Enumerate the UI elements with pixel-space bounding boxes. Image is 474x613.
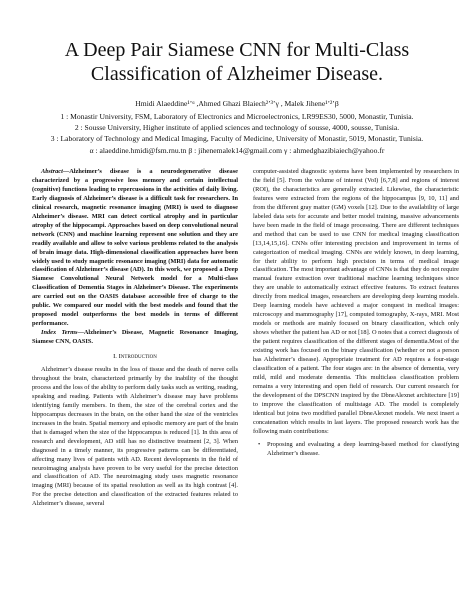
contribution-item: • Proposing and evaluating a deep learning-based method for classifying Alzheimer’s disease.: [267, 441, 459, 459]
section-heading-introduction: I. Introduction: [113, 353, 157, 361]
affiliation-2: 2 : Sousse University, Higher institute of applied sciences and technology of sousse, 4000, sousse, Tunisia.: [74, 123, 400, 133]
abstract-text: —Alzheimer’s disease is a neurodegenerative disease characterized by a progressive loss memory and certain intellectual (cognitive) functions leading to repercussions in the activities of daily living. Early diagnosis of Alzheimer’s disease is a difficult task for researchers. In clinical research, magnetic resonance imaging (MRI) is used to diagnose Alzheimer’s disease. MRI can detect cortical atrophy and in particular atrophy of the hippocampi. Approaches based on deep convolutional neural network (CNN) and machine learning represent one solution and they are readily available and allow to solve various problems related to the analysis of brain image data. High-dimensional classification approaches have been widely used to study magnetic resonance imaging (MRI) data for automatic classification of Alzheimer’s disease (AD). In this work, we proposed a Deep Siamese Convolutional Neural Network model for a Multi-class Classification of Dementia Stages in Alzheimer’s Disease. The experiments are carried out on the OASIS database accessible free of charge to the public. We compared our model with the best models and found that the proposed model outperforms the best models in terms of different performance.: [32, 168, 238, 328]
abstract-label: Abstract: [41, 168, 63, 175]
body-paragraph: computer-assisted diagnostic systems have been implemented by researchers in the field [5]. From the volume of interest (VoI) [6,7,8] and regions of interest (ROI), the characteristics are generally extracted. Likewise, the characteristic features were extracted from the regions of the hippocampus [9, 10, 11] and from the different gray matter (GM) voxels [12]. Due to the availability of large labeled data sets for accurate and better model training, massive advancements have been made in the field of image processing. There are different techniques and method that can be used to use CNN for medical imaging classification [13,14,15,16]. CNNs offer interesting precision and improvement in terms of categorization of medical imaging. CNNs are widely known, in deep learning, for their ability to perform high precision in terms of medical image classification. The most important advantage of CNNs is that they do not require manual feature extraction over traditional machine learning techniques since they are unable to automatically extract effective features. To extract features directly from medical images, researchers are developing deep learning models. Deep learning models have achieved a major conquest in medical images: microscopy and mammography [17], computed tomography, X-rays, MRI. Most models or methods are mainly focused on binary classification, which only shows whether the patient has AD or not [18]. O notes that a correct diagnosis of the patient requires classification of the different stages of dementia.Most of the existing work has focused on the binary classification (whether or not a person has Alzheimer’s disease). Appropriate treatment for AD requires a four-stage classification of a patient. The four stages are: in the absence of dementia, very mild, mild and moderate dementia. This multiclass classification problem remains a very interesting and open field of research. Our current research for the development of the DPSCNN inspired by the DbneAlexnet architecture [19] to improve the classification of multistage AD. The model is completely identical but joins two modified parallel DbneAlexnet models. We next insert a concatenation which results in last layers. The proposed research work has the following main contributions:: [253, 168, 459, 435]
affiliations: [14, 111, 460, 156]
contributions-list: [253, 441, 459, 459]
affiliation-1: 1 : Monastir University, FSM, Laboratory of Electronics and Microelectronics, LR99ES30, 5000, Monastir, Tunisia.: [60, 112, 414, 121]
index-terms-label: Index Terms: [41, 329, 78, 337]
index-terms-text: —Alzheimer’s Disease, Magnetic Resonance Imaging, Siamese CNN, OASIS.: [32, 329, 238, 346]
paper-title-line-2: Classification of Alzheimer Disease.: [90, 63, 384, 85]
author-list: Hmidi Alaeddine¹ʼᵅ ,Ahmed Ghazi Blaiech²ʼ³ʼγ , Malek Jihene¹ʼ²ʼβ: [135, 99, 339, 108]
right-column: [253, 168, 459, 459]
index-terms: [32, 329, 238, 347]
paper-title-line-1: A Deep Pair Siamese CNN for Multi-Class: [64, 39, 410, 61]
affiliation-3: 3 : Laboratory of Technology and Medical Imaging, Faculty of Medicine, University of Monastir, 5019, Monastir, Tunisia.: [50, 134, 424, 144]
paper-title: [20, 38, 454, 86]
left-column: [32, 168, 238, 509]
intro-paragraph: Alzheimer’s disease results in the loss of tissue and the death of nerve cells throughout the brain, characterized primarily by the inability of the thought process and the loss of the ability to perform daily tasks such as writing, reading, speaking and reading. Patients with Alzheimer’s disease may have problems identifying family members. In them, the size of the cerebral cortex and the hippocampus decreases in the brain, on the other hand the size of the ventricles increases in the brain. Spatial memory and episodic memory are part of the brain that is damaged when the size of the hippocampus is reduced [1]. In this area of research and development, AD still has no distinctive treatment [2, 3]. When diagnosed in a timely manner, its progressive patterns can be differentiated, affecting many lives of patients with AD. Recent developments in the field of neuroimaging analysis have proven to be very useful for the precise detection and classification of AD. The neuroimaging study uses magnetic resonance imaging (MRI) because of its spatial resolution as well as its high contrast [4]. For the precise detection and classification of the extracted features related to Alzheimer’s disease, several: [32, 366, 238, 508]
author-emails: α : alaeddine.hmidi@fsm.rnu.tn β : jihenemalek14@gmail.com γ : ahmedghazibiaiech@yahoo.fr: [89, 145, 385, 155]
abstract: [32, 168, 238, 329]
